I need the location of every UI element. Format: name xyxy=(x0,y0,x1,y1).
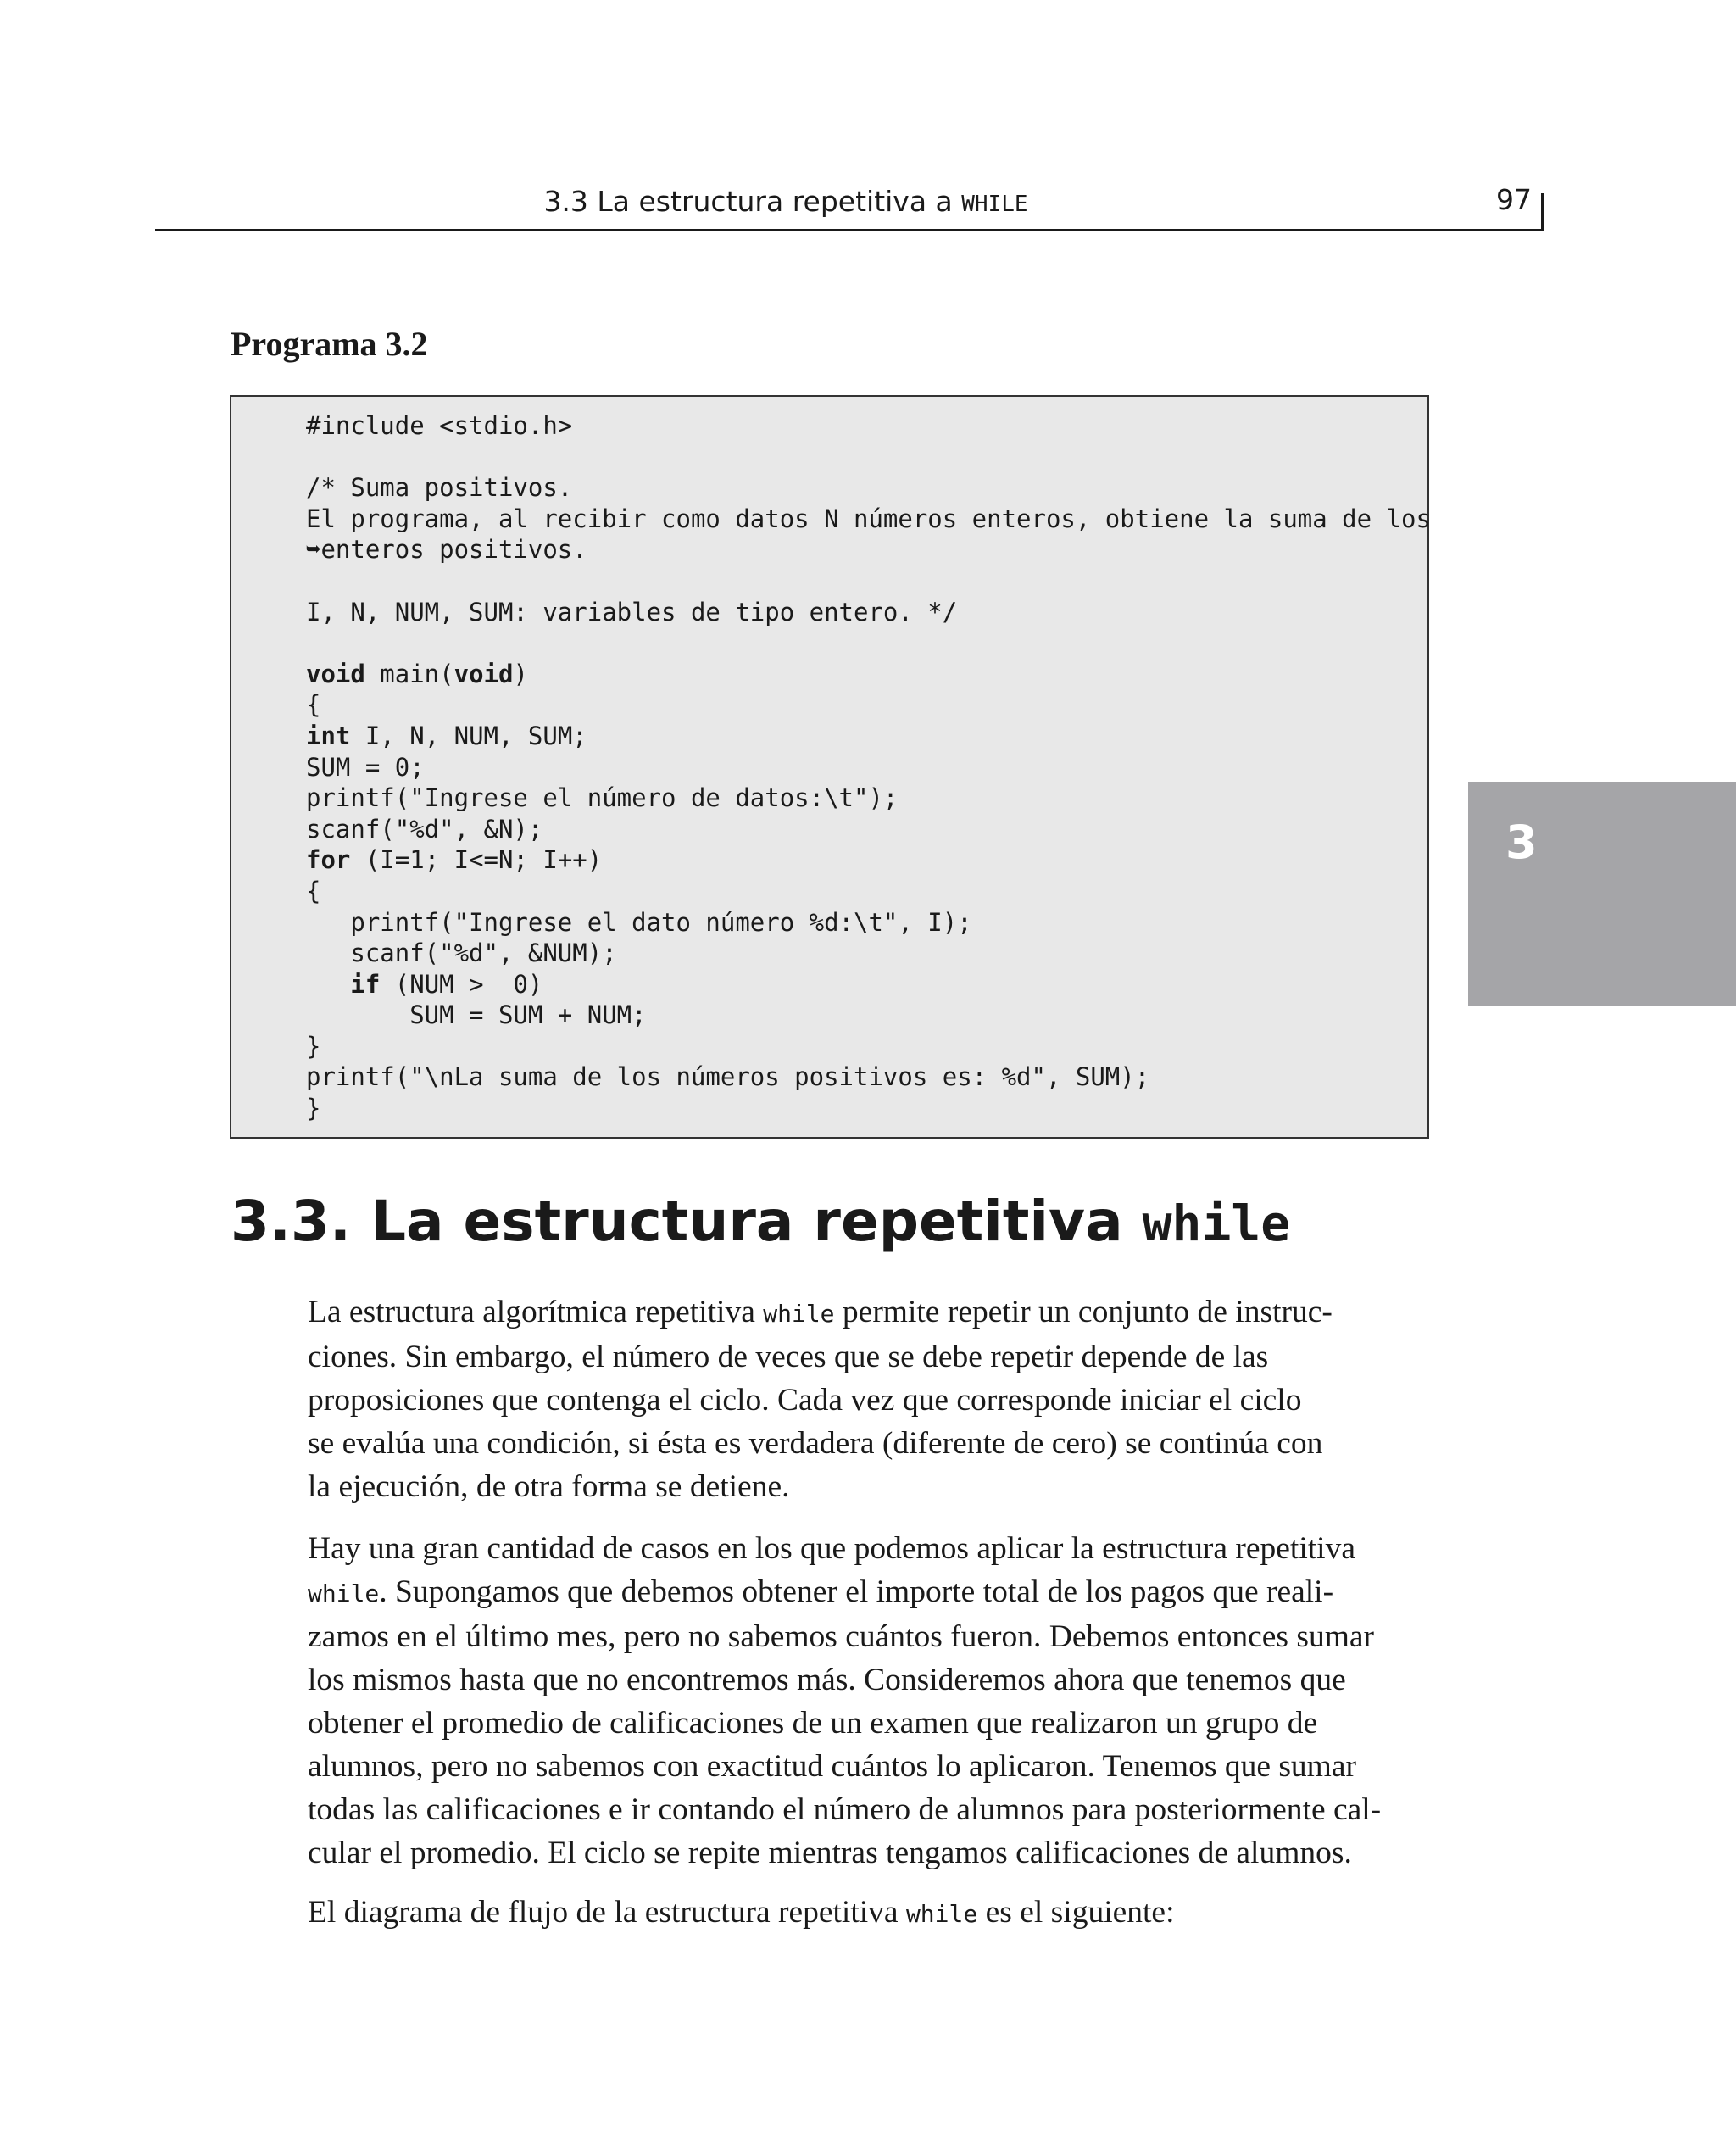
text-line xyxy=(308,1290,1425,1335)
inline-code: while xyxy=(763,1300,835,1328)
code-line: SUM = 0; xyxy=(306,752,425,782)
running-title-code: WHILE xyxy=(961,192,1028,217)
code-line: /* Suma positivos. xyxy=(306,473,573,503)
code-line: printf("\nLa suma de los números positivos es: %d", SUM); xyxy=(306,1062,1150,1092)
code-line: #include <stdio.h> xyxy=(306,411,573,440)
code-line: I, N, NUM, SUM: variables de tipo entero. */ xyxy=(306,597,958,627)
text-line: los mismos hasta que no encontremos más. Consideremos ahora que tenemos que xyxy=(308,1663,1346,1697)
text-run: La estructura algorítmica repetitiva xyxy=(308,1295,755,1329)
code-line: int I, N, NUM, SUM; xyxy=(306,721,587,750)
code-keyword: int xyxy=(306,721,351,750)
chapter-number: 3 xyxy=(1505,816,1538,869)
text-line: alumnos, pero no sabemos con exactitud cuántos lo aplicaron. Tenemos que sumar xyxy=(308,1749,1356,1784)
code-line: El programa, al recibir como datos N números enteros, obtiene la suma de los xyxy=(306,504,1431,533)
text-run: . Supongamos que debemos obtener el importe total de los pagos que reali- xyxy=(379,1574,1334,1609)
code-keyword: for xyxy=(306,845,351,875)
text-run: permite repetir un conjunto de instruc- xyxy=(842,1295,1333,1329)
code-keyword: void xyxy=(306,659,365,688)
text-line: cular el promedio. El ciclo se repite mientras tengamos calificaciones de alumnos. xyxy=(308,1836,1352,1870)
code-line: printf("Ingrese el dato número %d:\t", I); xyxy=(306,907,972,937)
text-line: proposiciones que contenga el ciclo. Cada vez que corresponde iniciar el ciclo xyxy=(308,1383,1302,1418)
page-number: 97 xyxy=(1496,183,1532,216)
running-title-text: 3.3 La estructura repetitiva a xyxy=(543,185,953,218)
text-line: se evalúa una condición, si ésta es verdadera (diferente de cero) se continúa con xyxy=(308,1426,1323,1461)
code-line: void main(void) xyxy=(306,659,528,688)
text-line: Hay una gran cantidad de casos en los que podemos aplicar la estructura repetitiva xyxy=(308,1531,1355,1566)
section-heading-text: 3.3. La estructura repetitiva xyxy=(231,1189,1123,1254)
paragraph-3 xyxy=(308,1891,1425,1936)
text-line: todas las calificaciones e ir contando el número de alumnos para posteriormente cal- xyxy=(308,1792,1382,1827)
code-line: ➥enteros positivos. xyxy=(306,535,587,565)
code-line: } xyxy=(306,1031,321,1061)
text-line: zamos en el último mes, pero no sabemos cuántos fueron. Debemos entonces sumar xyxy=(308,1619,1375,1654)
code-listing xyxy=(306,410,1431,1124)
program-label: Programa 3.2 xyxy=(231,325,428,363)
text-line: obtener el promedio de calificaciones de un examen que realizaron un grupo de xyxy=(308,1706,1318,1741)
code-keyword: if xyxy=(350,969,381,999)
text-run: es el siguiente: xyxy=(985,1895,1175,1930)
code-line: scanf("%d", &N); xyxy=(306,814,543,844)
running-header xyxy=(155,176,1544,231)
section-heading-code: while xyxy=(1142,1195,1291,1252)
text-line: la ejecución, de otra forma se detiene. xyxy=(308,1469,790,1504)
code-line: scanf("%d", &NUM); xyxy=(306,939,617,968)
section-heading xyxy=(231,1189,1290,1254)
paragraph-2 xyxy=(308,1527,1425,1875)
code-line: for (I=1; I<=N; I++) xyxy=(306,845,603,875)
chapter-tab xyxy=(1468,782,1736,1006)
inline-code: while xyxy=(308,1579,380,1607)
text-line xyxy=(308,1570,1425,1615)
text-line: ciones. Sin embargo, el número de veces que se debe repetir depende de las xyxy=(308,1340,1269,1374)
code-line: printf("Ingrese el número de datos:\t"); xyxy=(306,783,899,813)
code-line: } xyxy=(306,1094,321,1123)
code-line: { xyxy=(306,876,321,905)
code-line: if (NUM > 0) xyxy=(350,969,543,999)
header-tick-mark xyxy=(1541,193,1544,231)
code-keyword: void xyxy=(453,659,514,688)
code-listing-box xyxy=(230,395,1429,1139)
text-run: El diagrama de flujo de la estructura repetitiva xyxy=(308,1895,899,1930)
code-line: { xyxy=(306,690,321,720)
running-title xyxy=(155,185,1416,218)
text-line xyxy=(308,1891,1425,1936)
paragraph-1 xyxy=(308,1290,1425,1508)
code-line: SUM = SUM + NUM; xyxy=(306,1000,647,1030)
inline-code: while xyxy=(905,1900,978,1928)
